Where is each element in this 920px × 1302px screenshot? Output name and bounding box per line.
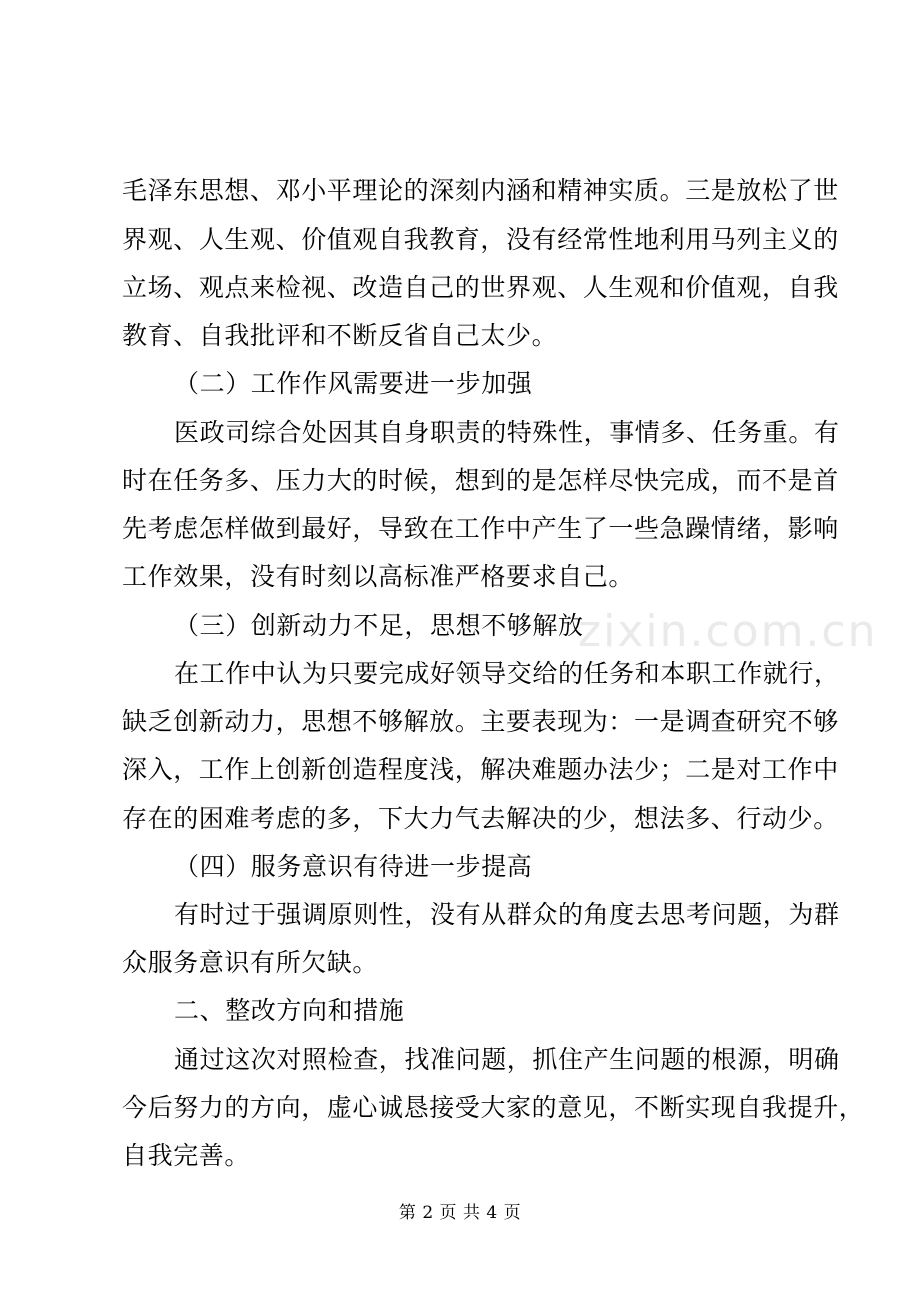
body-line: 界观、人生观、价值观自我教育，没有经常性地利用马列主义的 <box>122 225 839 254</box>
page-footer: 第 2 页 共 4 页 <box>398 1203 522 1223</box>
body-line: 工作效果，没有时刻以高标准严格要求自己。 <box>122 562 635 591</box>
body-line: 先考虑怎样做到最好，导致在工作中产生了一些急躁情绪，影响 <box>122 514 839 543</box>
body-line: 毛泽东思想、邓小平理论的深刻内涵和精神实质。三是放松了世 <box>122 176 839 205</box>
body-line: 教育、自我批评和不断反省自己太少。 <box>122 321 558 350</box>
section-heading: 二、整改方向和措施 <box>174 996 405 1025</box>
body-line: 立场、观点来检视、改造自己的世界观、人生观和价值观，自我 <box>122 273 839 302</box>
body-line: 在工作中认为只要完成好领导交给的任务和本职工作就行， <box>174 659 840 688</box>
section-heading: （四）服务意识有待进一步提高 <box>174 852 533 881</box>
body-line: 存在的困难考虑的多，下大力气去解决的少，想法多、行动少。 <box>122 804 839 833</box>
body-line: 深入，工作上创新创造程度浅，解决难题办法少；二是对工作中 <box>122 755 839 784</box>
body-line: 众服务意识有所欠缺。 <box>122 948 379 977</box>
section-heading: （二）工作作风需要进一步加强 <box>174 369 533 398</box>
body-line: 有时过于强调原则性，没有从群众的角度去思考问题，为群 <box>174 900 840 929</box>
section-heading: （三）创新动力不足，思想不够解放 <box>174 611 584 640</box>
body-line: 今后努力的方向，虚心诚恳接受大家的意见，不断实现自我提升， <box>122 1093 865 1122</box>
body-line: 缺乏创新动力，思想不够解放。主要表现为：一是调查研究不够 <box>122 707 839 736</box>
body-line: 时在任务多、压力大的时候，想到的是怎样尽快完成，而不是首 <box>122 466 839 495</box>
watermark: zixin.com.cn <box>578 606 878 657</box>
body-line: 通过这次对照检查，找准问题，抓住产生问题的根源，明确 <box>174 1045 840 1074</box>
body-line: 医政司综合处因其自身职责的特殊性，事情多、任务重。有 <box>174 418 840 447</box>
body-line: 自我完善。 <box>122 1141 251 1170</box>
